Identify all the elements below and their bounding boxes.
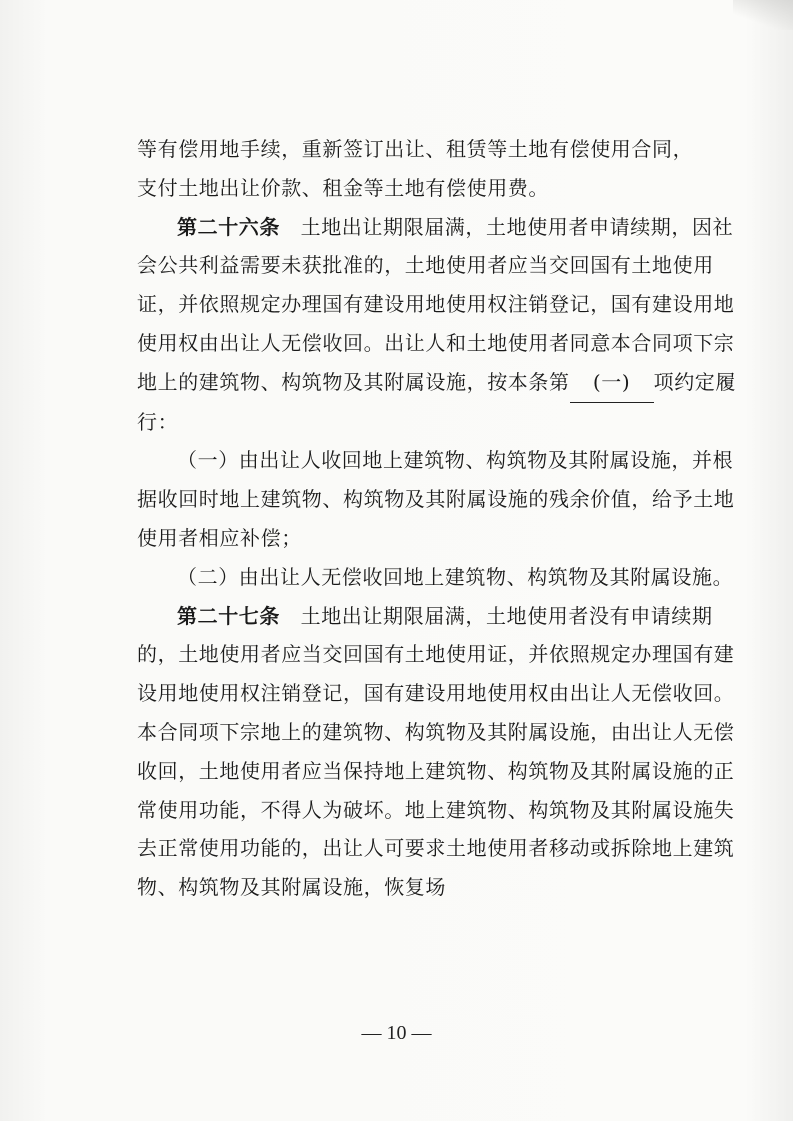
article-26-item-1: （一）由出让人收回地上建筑物、构筑物及其附属设施，并根据收回时地上建筑物、构筑物及其附属设施的残余价值，给予土地使用者相应补偿； [137, 448, 735, 550]
article-26 [137, 208, 737, 442]
article-26-title: 第二十六条 [177, 214, 280, 239]
page-number: — 10 — [361, 1022, 432, 1044]
scan-shadow [733, 0, 793, 30]
article-26-text-end: 项约定履行： [137, 369, 737, 434]
article-26-text: 土地出让期限届满，土地使用者申请续期，因社会公共利益需要未获批准的，土地使用者应当交回国有土地使用证，并依照规定办理国有建设用地使用权注销登记，国有建设用地使用权由出让人无偿收回。出让人和土地使用者同意本合同项下宗地上的建筑物、构筑物及其附属设施，按本条第 [137, 214, 735, 394]
article-26-blank-field: (一) [570, 363, 654, 403]
paragraph-line: 支付土地出让价款、租金等土地有偿使用费。 [137, 175, 549, 200]
article-27 [137, 597, 737, 907]
article-27-title: 第二十七条 [177, 603, 280, 628]
document-body [137, 130, 737, 907]
paragraph-continuation [137, 130, 737, 208]
paragraph-line: 等有偿用地手续，重新签订出让、租赁等土地有偿使用合同， [137, 137, 694, 161]
article-27-text: 土地出让期限届满，土地使用者没有申请续期的，土地使用者应当交回国有土地使用证，并依照规定办理国有建设用地使用权注销登记，国有建设用地使用权由出让人无偿收回。本合同项下宗地上的建筑物、构筑物及其附属设施，由出让人无偿收回，土地使用者应当保持地上建筑物、构筑物及其附属设施的正常使用功能，不得人为破坏。地上建筑物、构筑物及其附属设施失去正常使用功能的，出让人可要求土地使用者移动或拆除地上建筑物、构筑物及其附属设施，恢复场 [137, 603, 735, 900]
article-26-item-2: （二）由出让人无偿收回地上建筑物、构筑物及其附属设施。 [177, 564, 734, 589]
